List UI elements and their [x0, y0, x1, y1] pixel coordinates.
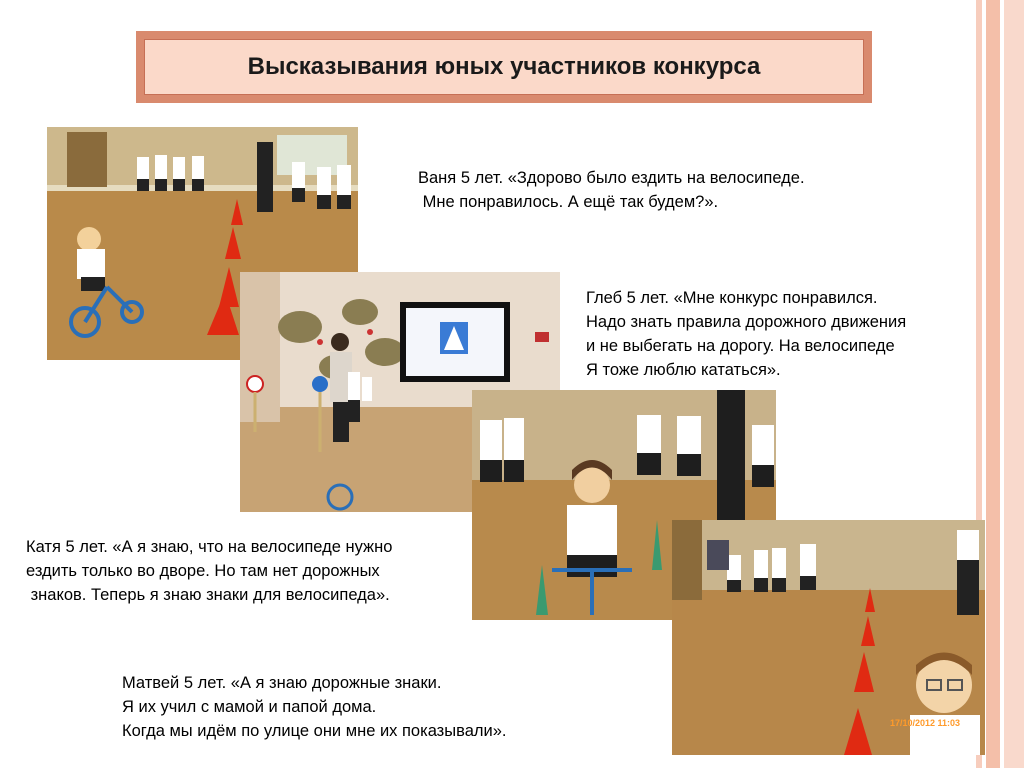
quote-line: знаков. Теперь я знаю знаки для велосипеда». [26, 586, 390, 604]
quote-line: Я их учил с мамой и папой дома. [122, 698, 377, 716]
quote-line: Мне понравилось. А ещё так будем?». [418, 193, 719, 211]
quote-line: и не выбегать на дорогу. На велосипеде [586, 337, 895, 355]
quote-line: Когда мы идём по улице они мне их показывали». [122, 722, 507, 740]
quote-matvey [122, 671, 506, 743]
quote-vanya [418, 166, 805, 214]
quote-gleb [586, 286, 906, 382]
quote-katya [26, 535, 392, 607]
quote-line: Глеб 5 лет. «Мне конкурс понравился. [586, 289, 878, 307]
photo-boy-with-glasses [672, 520, 985, 755]
quote-line: Матвей 5 лет. «А я знаю дорожные знаки. [122, 674, 442, 692]
quote-line: ездить только во дворе. Но там нет дорожных [26, 562, 380, 580]
quote-line: Я тоже люблю кататься». [586, 361, 781, 379]
title-banner-inner [144, 39, 864, 95]
quote-line: Ваня 5 лет. «Здорово было ездить на велосипеде. [418, 169, 805, 187]
page-title: Высказывания юных участников конкурса [247, 53, 761, 80]
photo-timestamp: 17/10/2012 11:03 [890, 718, 961, 728]
quote-line: Катя 5 лет. «А я знаю, что на велосипеде нужно [26, 538, 393, 556]
quote-line: Надо знать правила дорожного движения [586, 313, 907, 331]
title-banner [136, 31, 872, 103]
